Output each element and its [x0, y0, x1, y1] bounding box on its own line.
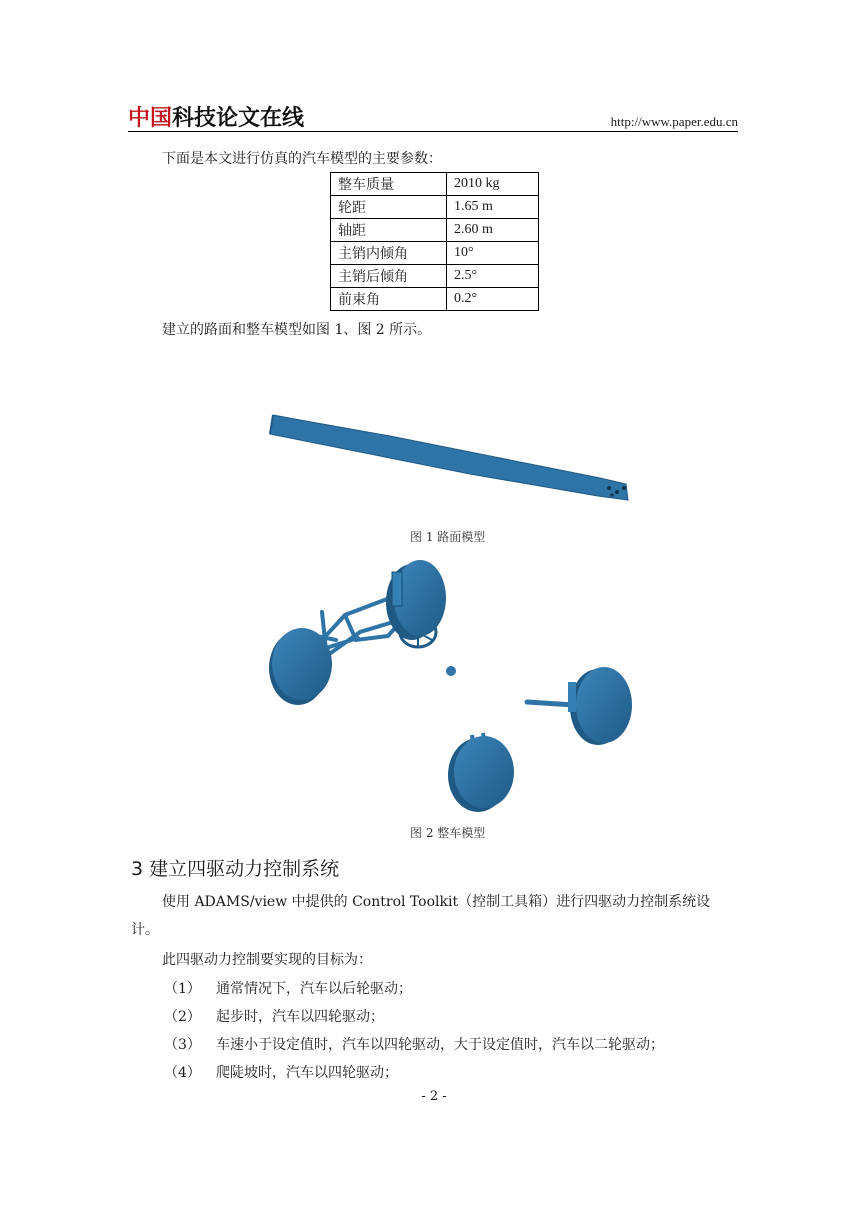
- list-item: [164, 978, 412, 998]
- road-model-figure: [270, 415, 628, 500]
- header-url[interactable]: http://www.paper.edu.cn: [610, 114, 738, 129]
- param-label: 主销内倾角: [331, 242, 447, 265]
- figure-2-caption: 图 2 整车模型: [410, 826, 486, 840]
- param-value: 2.60 m: [447, 219, 539, 242]
- param-label: 轮距: [331, 196, 447, 219]
- list-item-text: 爬陡坡时，汽车以四轮驱动；: [216, 1065, 398, 1081]
- wheel-rear-right: [527, 667, 632, 745]
- figure-1-caption: 图 1 路面模型: [410, 530, 486, 544]
- list-item-text: 车速小于设定值时，汽车以四轮驱动，大于设定值时，汽车以二轮驱动；: [216, 1037, 664, 1053]
- wheel-front-right: [269, 628, 332, 705]
- list-item: [164, 1034, 664, 1054]
- list-item-text: 起步时，汽车以四轮驱动；: [216, 1009, 384, 1025]
- param-label: 前束角: [331, 288, 447, 311]
- param-value: 2.5°: [447, 265, 539, 288]
- list-item-text: 通常情况下，汽车以后轮驱动；: [216, 981, 412, 997]
- list-item-number: （2）: [164, 1009, 201, 1025]
- param-value: 0.2°: [447, 288, 539, 311]
- param-label: 整车质量: [331, 173, 447, 196]
- list-item: [164, 1062, 398, 1082]
- page-number: - 2 -: [421, 1089, 447, 1104]
- list-item: [164, 1006, 384, 1026]
- param-value: 2010 kg: [447, 173, 539, 196]
- logo-black-text: 科技论文在线: [172, 106, 305, 131]
- list-item-number: （1）: [164, 981, 201, 997]
- goals-intro: 此四驱动力控制要实现的目标为：: [162, 952, 372, 968]
- vehicle-model-figure: [269, 560, 632, 812]
- list-item-number: （3）: [164, 1037, 201, 1053]
- figures-intro: 建立的路面和整车模型如图 1、图 2 所示。: [162, 322, 432, 338]
- intro-paragraph: 下面是本文进行仿真的汽车模型的主要参数：: [162, 151, 442, 167]
- param-value: 10°: [447, 242, 539, 265]
- param-label: 主销后倾角: [331, 265, 447, 288]
- logo-red-text: 中国: [128, 106, 173, 131]
- section-heading: 3 建立四驱动力控制系统: [131, 858, 340, 880]
- param-label: 轴距: [331, 219, 447, 242]
- section-paragraph-line1: 使用 ADAMS/view 中提供的 Control Toolkit（控制工具箱）进行四驱动力控制系统设: [162, 894, 711, 910]
- wheel-front-left: [386, 560, 446, 640]
- section-paragraph-line2: 计。: [131, 922, 159, 938]
- list-item-number: （4）: [164, 1065, 201, 1081]
- param-value: 1.65 m: [447, 196, 539, 219]
- wheel-rear-left: [448, 733, 514, 812]
